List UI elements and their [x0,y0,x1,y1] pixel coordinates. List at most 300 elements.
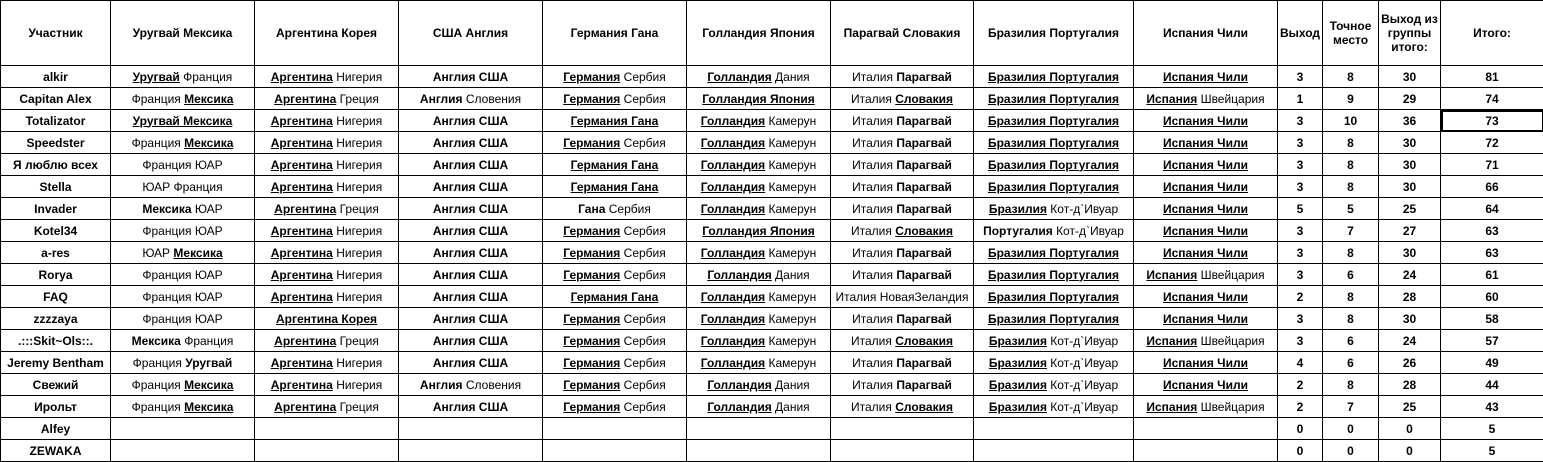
header-participant[interactable]: Участник [1,1,111,66]
table-row [1,198,1543,220]
group-e-prediction-cell[interactable] [687,176,831,198]
group-exit-total-cell[interactable]: 30 [1379,154,1441,176]
group-e-prediction-cell[interactable] [687,264,831,286]
group-h-prediction-cell[interactable] [1134,352,1278,374]
group-c-prediction-cell[interactable] [399,396,543,418]
header-group-c[interactable]: США Англия [399,1,543,66]
team-text: Кот-д`Ивуар [1047,400,1118,414]
exit-cell[interactable]: 3 [1278,220,1323,242]
group-h-prediction-cell[interactable] [1134,110,1278,132]
group-a-prediction-cell[interactable] [111,110,255,132]
pick-text: Англия США [433,202,508,216]
exit-cell[interactable]: 2 [1278,374,1323,396]
group-e-prediction-cell[interactable] [687,374,831,396]
group-f-prediction-cell[interactable] [831,352,974,374]
total-cell[interactable]: 74 [1441,88,1543,110]
team-text: Италия [851,92,895,106]
group-d-prediction-cell[interactable] [543,418,687,440]
exact-place-cell[interactable]: 8 [1323,176,1379,198]
group-c-prediction-cell[interactable] [399,242,543,264]
group-f-prediction-cell[interactable] [831,176,974,198]
participant-name-cell[interactable]: .:::Skit~Ols::. [1,330,111,352]
group-f-prediction-cell[interactable] [831,88,974,110]
group-c-prediction-cell[interactable] [399,66,543,88]
exact-place-cell[interactable]: 0 [1323,418,1379,440]
group-c-prediction-cell[interactable] [399,440,543,462]
exit-cell[interactable]: 1 [1278,88,1323,110]
group-b-prediction-cell[interactable] [255,176,399,198]
group-a-prediction-cell[interactable] [111,176,255,198]
exact-place-cell[interactable]: 6 [1323,330,1379,352]
group-g-prediction-cell[interactable] [974,176,1134,198]
group-f-prediction-cell[interactable] [831,330,974,352]
exact-place-cell[interactable]: 10 [1323,110,1379,132]
group-g-prediction-cell[interactable] [974,330,1134,352]
exit-cell[interactable]: 3 [1278,308,1323,330]
header-group-g[interactable]: Бразилия Португалия [974,1,1134,66]
correct-pick-text: Аргентина Корея [276,312,377,326]
team-text: Камерун [765,180,816,194]
group-c-prediction-cell[interactable] [399,132,543,154]
group-exit-total-cell[interactable]: 24 [1379,264,1441,286]
group-f-prediction-cell[interactable] [831,110,974,132]
group-g-prediction-cell[interactable] [974,308,1134,330]
group-g-prediction-cell[interactable] [974,242,1134,264]
group-g-prediction-cell[interactable] [974,154,1134,176]
correct-pick-text: Германия Гана [571,180,659,194]
group-h-prediction-cell[interactable] [1134,264,1278,286]
participant-name-cell[interactable]: Totalizator [1,110,111,132]
participant-name-cell[interactable]: Ирольт [1,396,111,418]
header-group-e[interactable]: Голландия Япония [687,1,831,66]
group-g-prediction-cell[interactable] [974,88,1134,110]
exit-cell[interactable]: 0 [1278,440,1323,462]
group-h-prediction-cell[interactable] [1134,308,1278,330]
group-exit-total-cell[interactable]: 26 [1379,352,1441,374]
group-c-prediction-cell[interactable] [399,374,543,396]
team-text: Франция [132,92,185,106]
group-e-prediction-cell[interactable] [687,110,831,132]
group-f-prediction-cell[interactable] [831,198,974,220]
participant-name-cell[interactable]: Я люблю всех [1,154,111,176]
group-exit-total-cell[interactable]: 25 [1379,396,1441,418]
group-g-prediction-cell[interactable] [974,286,1134,308]
exit-cell[interactable]: 3 [1278,110,1323,132]
exact-place-cell[interactable]: 6 [1323,264,1379,286]
exact-place-cell[interactable]: 8 [1323,374,1379,396]
exact-place-cell[interactable]: 8 [1323,132,1379,154]
group-b-prediction-cell[interactable] [255,330,399,352]
group-f-prediction-cell[interactable] [831,418,974,440]
group-b-prediction-cell[interactable] [255,220,399,242]
team-text: Камерун [765,136,816,150]
participant-name-cell[interactable]: Stella [1,176,111,198]
header-group-b[interactable]: Аргентина Корея [255,1,399,66]
group-h-prediction-cell[interactable] [1134,88,1278,110]
header-total[interactable]: Итого: [1441,1,1543,66]
correct-pick-text: Аргентина [271,224,333,238]
group-h-prediction-cell[interactable] [1134,374,1278,396]
participant-name-cell[interactable]: Свежий [1,374,111,396]
total-cell[interactable]: 58 [1441,308,1543,330]
group-a-prediction-cell[interactable] [111,242,255,264]
group-e-prediction-cell[interactable] [687,352,831,374]
group-exit-total-cell[interactable]: 28 [1379,374,1441,396]
pick-text: Гана [578,202,605,216]
pick-text: Парагвай [896,158,952,172]
group-e-prediction-cell[interactable] [687,154,831,176]
exit-cell[interactable]: 3 [1278,330,1323,352]
group-d-prediction-cell[interactable] [543,308,687,330]
group-g-prediction-cell[interactable] [974,66,1134,88]
group-exit-total-cell[interactable]: 30 [1379,132,1441,154]
group-d-prediction-cell[interactable] [543,220,687,242]
group-g-prediction-cell[interactable] [974,440,1134,462]
group-a-prediction-cell[interactable] [111,88,255,110]
group-b-prediction-cell[interactable] [255,264,399,286]
total-cell[interactable]: 64 [1441,198,1543,220]
participant-name-cell[interactable]: FAQ [1,286,111,308]
group-c-prediction-cell[interactable] [399,176,543,198]
group-a-prediction-cell[interactable] [111,264,255,286]
group-b-prediction-cell[interactable] [255,110,399,132]
group-c-prediction-cell[interactable] [399,264,543,286]
group-exit-total-cell[interactable]: 29 [1379,88,1441,110]
total-cell[interactable]: 60 [1441,286,1543,308]
total-cell[interactable]: 43 [1441,396,1543,418]
group-d-prediction-cell[interactable] [543,374,687,396]
team-text: Греция [336,334,379,348]
group-d-prediction-cell[interactable] [543,286,687,308]
group-f-prediction-cell[interactable] [831,286,974,308]
participant-name-cell[interactable]: Jeremy Bentham [1,352,111,374]
group-e-prediction-cell[interactable] [687,440,831,462]
group-c-prediction-cell[interactable] [399,330,543,352]
group-b-prediction-cell[interactable] [255,396,399,418]
group-h-prediction-cell[interactable] [1134,154,1278,176]
participant-name-cell[interactable]: Kotel34 [1,220,111,242]
pick-text: Англия США [433,246,508,260]
group-e-prediction-cell[interactable] [687,88,831,110]
group-d-prediction-cell[interactable] [543,88,687,110]
correct-pick-text: Голландия [701,136,765,150]
group-g-prediction-cell[interactable] [974,374,1134,396]
group-h-prediction-cell[interactable] [1134,418,1278,440]
total-cell[interactable]: 5 [1441,418,1543,440]
total-cell[interactable]: 66 [1441,176,1543,198]
participant-name-cell[interactable]: Invader [1,198,111,220]
group-c-prediction-cell[interactable] [399,286,543,308]
correct-pick-text: Уругвай Мексика [133,114,233,128]
total-cell[interactable]: 5 [1441,440,1543,462]
header-exit[interactable]: Выход [1278,1,1323,66]
group-f-prediction-cell[interactable] [831,220,974,242]
group-f-prediction-cell[interactable] [831,154,974,176]
group-exit-total-cell[interactable]: 27 [1379,220,1441,242]
exit-cell[interactable]: 5 [1278,198,1323,220]
exact-place-cell[interactable]: 7 [1323,396,1379,418]
group-c-prediction-cell[interactable] [399,88,543,110]
correct-pick-text: Бразилия Португалия [988,246,1119,260]
team-text: Сербия [620,268,665,282]
group-exit-total-cell[interactable]: 25 [1379,198,1441,220]
group-b-prediction-cell[interactable] [255,242,399,264]
exact-place-cell[interactable]: 8 [1323,242,1379,264]
team-text: Нигерия [333,180,382,194]
total-cell[interactable]: 63 [1441,242,1543,264]
table-row [1,374,1543,396]
team-text: Нигерия [333,70,382,84]
group-e-prediction-cell[interactable] [687,66,831,88]
group-g-prediction-cell[interactable] [974,352,1134,374]
group-c-prediction-cell[interactable] [399,110,543,132]
correct-pick-text: Голландия [701,246,765,260]
group-exit-total-cell[interactable]: 30 [1379,242,1441,264]
group-h-prediction-cell[interactable] [1134,440,1278,462]
header-group-a[interactable]: Уругвай Мексика [111,1,255,66]
group-b-prediction-cell[interactable] [255,88,399,110]
group-e-prediction-cell[interactable] [687,220,831,242]
team-text: Греция [336,202,379,216]
correct-pick-text: Голландия Япония [702,92,815,106]
exit-cell[interactable]: 3 [1278,154,1323,176]
table-row [1,330,1543,352]
group-c-prediction-cell[interactable] [399,198,543,220]
group-b-prediction-cell[interactable] [255,308,399,330]
group-d-prediction-cell[interactable] [543,66,687,88]
exit-cell[interactable]: 2 [1278,396,1323,418]
team-text: Швейцария [1197,268,1264,282]
exact-place-cell[interactable]: 8 [1323,66,1379,88]
group-d-prediction-cell[interactable] [543,154,687,176]
header-exact-place[interactable]: Точное место [1323,1,1379,66]
group-a-prediction-cell[interactable] [111,308,255,330]
group-a-prediction-cell[interactable] [111,154,255,176]
group-h-prediction-cell[interactable] [1134,132,1278,154]
correct-pick-text: Испания [1146,400,1197,414]
correct-pick-text: Испания Чили [1163,202,1248,216]
group-exit-total-cell[interactable]: 30 [1379,308,1441,330]
exit-cell[interactable]: 3 [1278,132,1323,154]
group-exit-total-cell[interactable]: 30 [1379,176,1441,198]
group-e-prediction-cell[interactable] [687,242,831,264]
group-d-prediction-cell[interactable] [543,396,687,418]
exact-place-cell[interactable]: 6 [1323,352,1379,374]
participant-name-cell[interactable]: Speedster [1,132,111,154]
exit-cell[interactable]: 2 [1278,286,1323,308]
team-text: Камерун [765,290,816,304]
table-row [1,286,1543,308]
exact-place-cell[interactable]: 7 [1323,220,1379,242]
group-c-prediction-cell[interactable] [399,352,543,374]
group-a-prediction-cell[interactable] [111,66,255,88]
group-a-prediction-cell[interactable] [111,220,255,242]
group-b-prediction-cell[interactable] [255,286,399,308]
group-c-prediction-cell[interactable] [399,308,543,330]
exact-place-cell[interactable]: 0 [1323,440,1379,462]
group-exit-total-cell[interactable]: 0 [1379,418,1441,440]
group-d-prediction-cell[interactable] [543,440,687,462]
group-c-prediction-cell[interactable] [399,418,543,440]
group-exit-total-cell[interactable]: 0 [1379,440,1441,462]
total-cell[interactable]: 61 [1441,264,1543,286]
group-exit-total-cell[interactable]: 36 [1379,110,1441,132]
group-a-prediction-cell[interactable] [111,418,255,440]
exit-cell[interactable]: 3 [1278,176,1323,198]
group-exit-total-cell[interactable]: 24 [1379,330,1441,352]
group-g-prediction-cell[interactable] [974,418,1134,440]
group-h-prediction-cell[interactable] [1134,176,1278,198]
participant-name-cell[interactable]: ZEWAKA [1,440,111,462]
participant-name-cell[interactable]: alkir [1,66,111,88]
group-f-prediction-cell[interactable] [831,374,974,396]
group-f-prediction-cell[interactable] [831,242,974,264]
exact-place-cell[interactable]: 5 [1323,198,1379,220]
header-group-d[interactable]: Германия Гана [543,1,687,66]
group-e-prediction-cell[interactable] [687,308,831,330]
group-b-prediction-cell[interactable] [255,198,399,220]
group-a-prediction-cell[interactable] [111,352,255,374]
group-e-prediction-cell[interactable] [687,418,831,440]
exit-cell[interactable]: 3 [1278,242,1323,264]
team-text: Нигерия [333,268,382,282]
group-d-prediction-cell[interactable] [543,330,687,352]
correct-pick-text: Аргентина [271,180,333,194]
group-d-prediction-cell[interactable] [543,176,687,198]
group-d-prediction-cell[interactable] [543,264,687,286]
total-cell[interactable]: 73 [1441,110,1543,132]
exit-cell[interactable]: 3 [1278,264,1323,286]
group-b-prediction-cell[interactable] [255,418,399,440]
group-h-prediction-cell[interactable] [1134,220,1278,242]
group-f-prediction-cell[interactable] [831,264,974,286]
group-exit-total-cell[interactable]: 28 [1379,286,1441,308]
group-a-prediction-cell[interactable] [111,330,255,352]
group-b-prediction-cell[interactable] [255,440,399,462]
team-text: Сербия [620,70,665,84]
exact-place-cell[interactable]: 8 [1323,286,1379,308]
group-a-prediction-cell[interactable] [111,374,255,396]
correct-pick-text: Словакия [895,224,953,238]
group-h-prediction-cell[interactable] [1134,286,1278,308]
group-b-prediction-cell[interactable] [255,154,399,176]
group-d-prediction-cell[interactable] [543,132,687,154]
group-f-prediction-cell[interactable] [831,396,974,418]
exit-cell[interactable]: 0 [1278,418,1323,440]
total-cell[interactable]: 57 [1441,330,1543,352]
group-e-prediction-cell[interactable] [687,396,831,418]
group-c-prediction-cell[interactable] [399,154,543,176]
group-g-prediction-cell[interactable] [974,132,1134,154]
group-g-prediction-cell[interactable] [974,396,1134,418]
total-cell[interactable]: 71 [1441,154,1543,176]
group-d-prediction-cell[interactable] [543,110,687,132]
group-f-prediction-cell[interactable] [831,66,974,88]
team-text: Словения [463,378,522,392]
header-group-exit-total[interactable]: Выход из группы итого: [1379,1,1441,66]
team-text: Кот-д`Ивуар [1047,356,1118,370]
pick-text: Парагвай [896,114,952,128]
group-h-prediction-cell[interactable] [1134,330,1278,352]
correct-pick-text: Мексика [184,136,233,150]
correct-pick-text: Голландия [701,202,765,216]
participant-name-cell[interactable]: Alfey [1,418,111,440]
group-b-prediction-cell[interactable] [255,132,399,154]
group-e-prediction-cell[interactable] [687,198,831,220]
group-g-prediction-cell[interactable] [974,110,1134,132]
total-cell[interactable]: 63 [1441,220,1543,242]
group-d-prediction-cell[interactable] [543,352,687,374]
correct-pick-text: Германия [563,246,620,260]
group-f-prediction-cell[interactable] [831,308,974,330]
group-e-prediction-cell[interactable] [687,286,831,308]
team-text: Сербия [620,378,665,392]
group-f-prediction-cell[interactable] [831,132,974,154]
group-e-prediction-cell[interactable] [687,330,831,352]
group-c-prediction-cell[interactable] [399,220,543,242]
correct-pick-text: Германия [563,378,620,392]
exact-place-cell[interactable]: 8 [1323,154,1379,176]
exact-place-cell[interactable]: 8 [1323,308,1379,330]
group-g-prediction-cell[interactable] [974,264,1134,286]
group-d-prediction-cell[interactable] [543,242,687,264]
group-b-prediction-cell[interactable] [255,374,399,396]
team-text: Италия [852,356,896,370]
participant-name-cell[interactable]: zzzzaya [1,308,111,330]
header-group-h[interactable]: Испания Чили [1134,1,1278,66]
total-cell[interactable]: 49 [1441,352,1543,374]
group-b-prediction-cell[interactable] [255,352,399,374]
total-cell[interactable]: 44 [1441,374,1543,396]
group-a-prediction-cell[interactable] [111,132,255,154]
group-exit-total-cell[interactable]: 30 [1379,66,1441,88]
group-h-prediction-cell[interactable] [1134,242,1278,264]
participant-name-cell[interactable]: Rorya [1,264,111,286]
exact-place-cell[interactable]: 9 [1323,88,1379,110]
table-row [1,110,1543,132]
group-g-prediction-cell[interactable] [974,198,1134,220]
group-a-prediction-cell[interactable] [111,198,255,220]
team-text: Камерун [765,356,816,370]
group-a-prediction-cell[interactable] [111,396,255,418]
group-h-prediction-cell[interactable] [1134,396,1278,418]
participant-name-cell[interactable]: a-res [1,242,111,264]
header-group-f[interactable]: Парагвай Словакия [831,1,974,66]
correct-pick-text: Испания Чили [1163,246,1248,260]
team-text: Италия [851,334,895,348]
group-b-prediction-cell[interactable] [255,66,399,88]
correct-pick-text: Бразилия [989,378,1047,392]
group-e-prediction-cell[interactable] [687,132,831,154]
participant-name-cell[interactable]: Capitan Alex [1,88,111,110]
group-a-prediction-cell[interactable] [111,440,255,462]
team-text: Италия [852,202,896,216]
exit-cell[interactable]: 4 [1278,352,1323,374]
total-cell[interactable]: 81 [1441,66,1543,88]
group-d-prediction-cell[interactable] [543,198,687,220]
group-g-prediction-cell[interactable] [974,220,1134,242]
total-cell[interactable]: 72 [1441,132,1543,154]
group-h-prediction-cell[interactable] [1134,198,1278,220]
group-h-prediction-cell[interactable] [1134,66,1278,88]
team-text: Италия [852,378,896,392]
team-text: Камерун [765,114,816,128]
group-a-prediction-cell[interactable] [111,286,255,308]
correct-pick-text: Испания [1146,92,1197,106]
exit-cell[interactable]: 3 [1278,66,1323,88]
group-f-prediction-cell[interactable] [831,440,974,462]
team-text: Италия [852,268,896,282]
